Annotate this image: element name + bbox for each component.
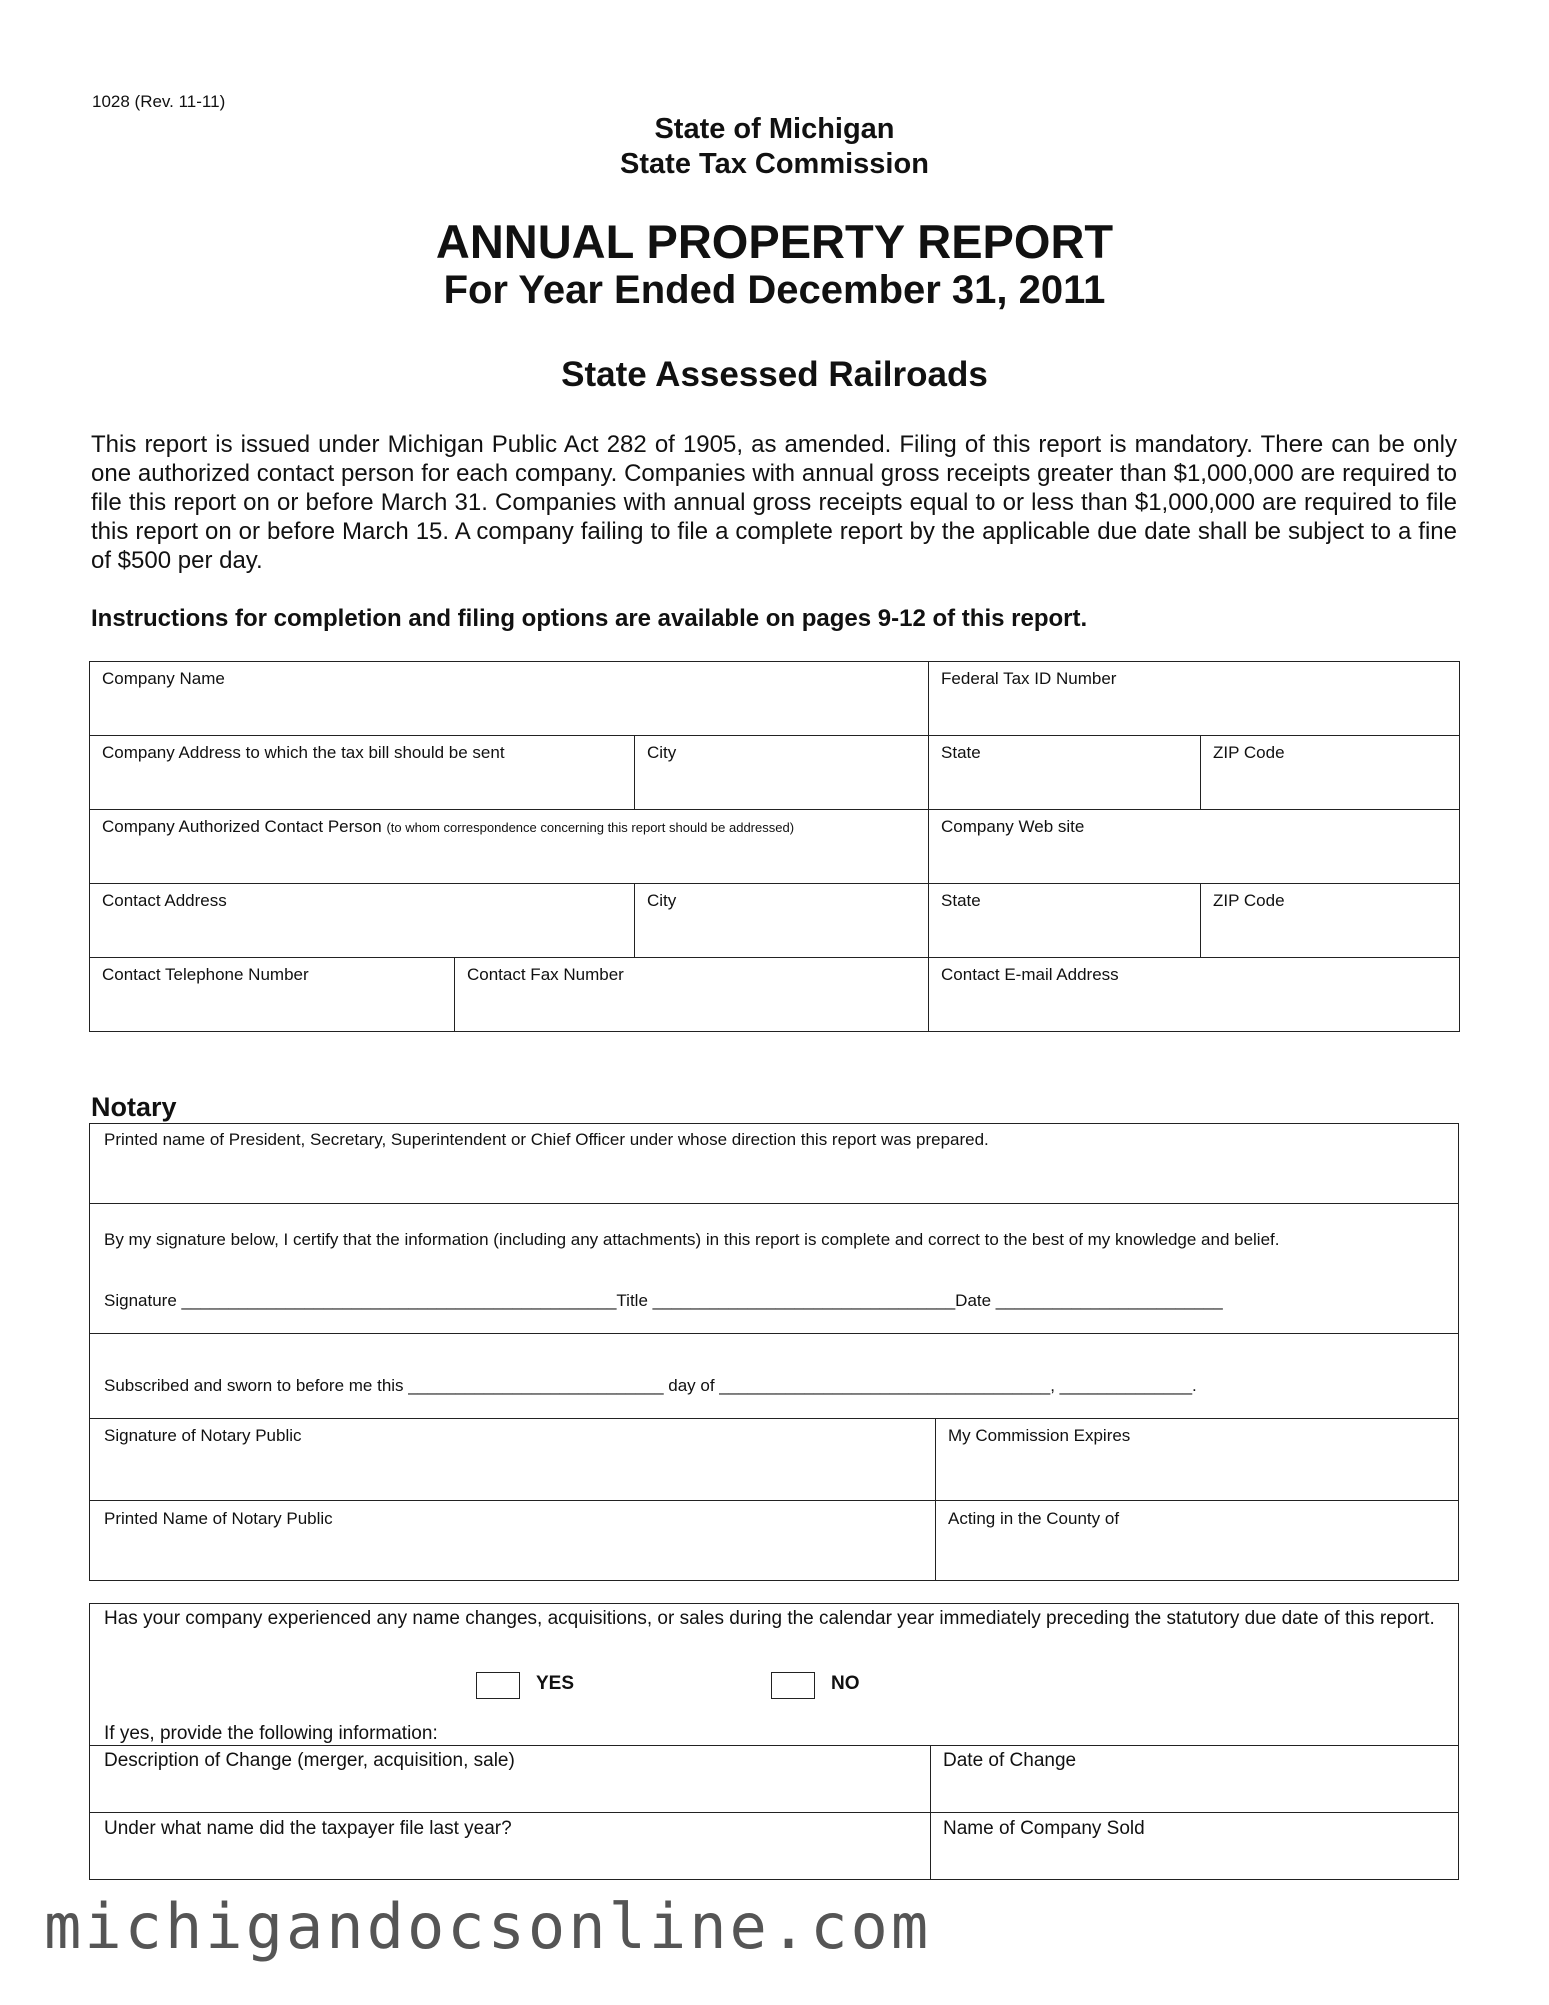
site-watermark: michigandocsonline.com <box>44 1890 932 1963</box>
field-label: Contact Address <box>102 891 227 910</box>
no-checkbox[interactable] <box>771 1672 815 1699</box>
notary-heading: Notary <box>91 1092 177 1122</box>
company-address-field[interactable] <box>90 736 635 810</box>
state-name: State of Michigan <box>654 113 895 145</box>
company-sold-field[interactable]: Name of Company Sold <box>943 1818 1145 1839</box>
yes-checkbox[interactable] <box>476 1672 520 1699</box>
instructions-note: Instructions for completion and filing options are available on pages 9-12 of this report. <box>91 605 1088 632</box>
contact-person-field[interactable] <box>90 810 929 884</box>
changes-question: Has your company experienced any name changes, acquisitions, or sales during the calendar year immediately preceding the statutory due date of this report. <box>104 1608 1435 1629</box>
yes-label: YES <box>536 1673 575 1694</box>
certify-statement: By my signature below, I certify that the information (including any attachments) in this report is complete and correct to the best of my knowledge and belief. <box>104 1230 1280 1249</box>
officer-name-input[interactable] <box>91 1150 1457 1200</box>
field-label: Contact Telephone Number <box>102 965 309 984</box>
email-field[interactable] <box>929 958 1460 1032</box>
officer-name-label: Printed name of President, Secretary, Superintendent or Chief Officer under whose direction this report was prepared. <box>104 1130 989 1149</box>
field-note: (to whom correspondence concerning this report should be addressed) <box>386 820 795 835</box>
county-field[interactable]: Acting in the County of <box>948 1509 1120 1528</box>
web-site-field[interactable] <box>929 810 1460 884</box>
if-yes-label: If yes, provide the following information: <box>104 1723 438 1744</box>
notary-printed-name-field[interactable]: Printed Name of Notary Public <box>104 1509 333 1528</box>
agency-header <box>0 112 1549 182</box>
company-name-field[interactable] <box>90 662 929 736</box>
field-label: State <box>941 743 981 762</box>
divider <box>89 1500 1459 1501</box>
field-label: ZIP Code <box>1213 891 1285 910</box>
report-subtitle: For Year Ended December 31, 2011 <box>443 268 1106 312</box>
section-title: State Assessed Railroads <box>561 355 988 394</box>
field-label: City <box>647 891 677 910</box>
contact-city-field[interactable] <box>635 884 929 958</box>
change-date-field[interactable]: Date of Change <box>943 1750 1077 1771</box>
company-zip-field[interactable] <box>1201 736 1460 810</box>
contact-zip-field[interactable] <box>1201 884 1460 958</box>
field-label: Contact E-mail Address <box>941 965 1119 984</box>
report-title: ANNUAL PROPERTY REPORT <box>435 215 1114 268</box>
field-label: State <box>941 891 981 910</box>
divider <box>89 1812 1459 1813</box>
sworn-line[interactable]: Subscribed and sworn to before me this ___________________________ day of ___________________________________, ______________. <box>104 1376 1197 1395</box>
form-number: 1028 (Rev. 11-11) <box>92 92 226 111</box>
last-year-name-field[interactable]: Under what name did the taxpayer file last year? <box>104 1818 512 1839</box>
divider <box>89 1203 1459 1204</box>
field-label: Federal Tax ID Number <box>941 669 1117 688</box>
divider <box>89 1745 1459 1746</box>
divider <box>89 1418 1459 1419</box>
company-city-field[interactable] <box>635 736 929 810</box>
field-label: Company Name <box>102 669 225 688</box>
telephone-field[interactable] <box>90 958 455 1032</box>
company-info-table <box>89 661 1460 1032</box>
field-label: Contact Fax Number <box>467 965 624 984</box>
field-label: City <box>647 743 677 762</box>
fax-field[interactable] <box>455 958 929 1032</box>
company-state-field[interactable] <box>929 736 1201 810</box>
divider <box>89 1333 1459 1334</box>
notary-signature-field[interactable]: Signature of Notary Public <box>104 1426 302 1445</box>
field-label: Company Authorized Contact Person <box>102 817 382 836</box>
field-label: Company Address to which the tax bill should be sent <box>102 743 505 762</box>
no-label: NO <box>831 1673 860 1694</box>
commission-expires-field[interactable]: My Commission Expires <box>948 1426 1131 1445</box>
change-description-field[interactable]: Description of Change (merger, acquisition, sale) <box>104 1750 515 1771</box>
signature-line[interactable]: Signature ______________________________________________Title ________________________________Date ________________________ <box>104 1291 1223 1310</box>
field-label: ZIP Code <box>1213 743 1285 762</box>
contact-state-field[interactable] <box>929 884 1201 958</box>
field-label: Company Web site <box>941 817 1085 836</box>
intro-paragraph: This report is issued under Michigan Public Act 282 of 1905, as amended. Filing of this report is mandatory. There can be only one authorized contact person for each company. Companies with annual gross receipts greater than $1,000,000 are required to file this report on or before March 31. Companies with annual gross receipts equal to or less than $1,000,000 are required to file this report on or before March 15. A company failing to file a complete report by the applicable due date shall be subject to a fine of $500 per day. <box>91 431 1457 574</box>
agency-name: State Tax Commission <box>620 148 929 180</box>
contact-address-field[interactable] <box>90 884 635 958</box>
federal-tax-id-field[interactable] <box>929 662 1460 736</box>
